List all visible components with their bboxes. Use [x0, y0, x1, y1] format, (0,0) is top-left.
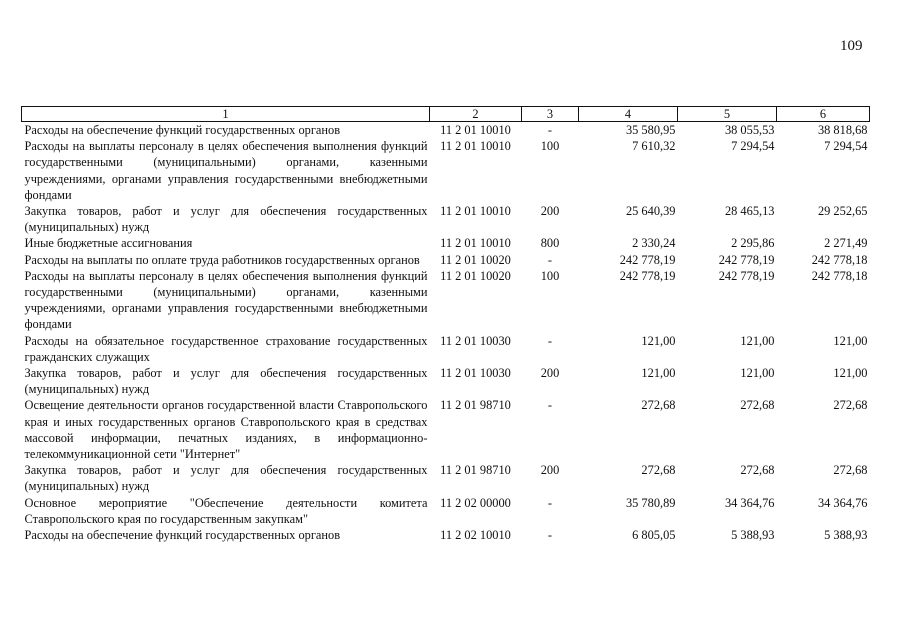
row-value-4: 242 778,19 — [619, 268, 676, 283]
row-value-5: 28 465,13 — [724, 204, 775, 219]
row-value-5: 7 294,54 — [731, 139, 775, 154]
row-code: 11 2 02 10010 — [440, 528, 511, 543]
row-code: 11 2 01 98710 — [440, 398, 511, 413]
header-row — [22, 107, 870, 122]
budget-table — [21, 106, 870, 543]
row-value-5: 242 778,19 — [718, 268, 775, 283]
row-code: 11 2 01 10030 — [440, 366, 511, 381]
row-value-6: 121,00 — [833, 366, 868, 381]
table-row — [22, 203, 870, 235]
row-value-6: 38 818,68 — [817, 123, 868, 137]
row-type: 200 — [540, 366, 560, 381]
header-col-3: 3 — [522, 107, 579, 122]
row-value-4: 272,68 — [641, 463, 676, 478]
header-col-4: 4 — [579, 107, 678, 122]
row-value-4: 7 610,32 — [632, 139, 676, 154]
row-value-4: 242 778,19 — [619, 252, 676, 267]
row-value-6: 2 271,49 — [824, 236, 868, 251]
row-value-4: 6 805,05 — [632, 528, 676, 543]
row-value-5: 272,68 — [740, 398, 775, 413]
row-value-6: 5 388,93 — [824, 528, 868, 543]
row-name: Иные бюджетные ассигнования — [24, 236, 193, 251]
table-row — [22, 252, 870, 268]
row-name: Расходы на выплаты персоналу в целях обеспечения выполнения функций государственными (муниципальными) органами, казенными учреждениями, органами управления государственными внебюджетными фондами — [24, 268, 428, 332]
row-value-5: 38 055,53 — [724, 123, 775, 137]
row-value-5: 121,00 — [740, 366, 775, 381]
table-row — [22, 138, 870, 203]
row-name: Расходы на выплаты персоналу в целях обеспечения выполнения функций государственными (муниципальными) органами, казенными учреждениями, органами управления государственными внебюджетными фондами — [24, 139, 428, 202]
row-type: - — [547, 495, 553, 510]
row-type: 100 — [540, 268, 560, 283]
header-col-6: 6 — [777, 107, 870, 122]
table-row — [22, 527, 870, 543]
row-value-6: 242 778,18 — [811, 252, 868, 267]
row-name: Расходы на обязательное государственное страхование государственных гражданских служащих — [24, 333, 428, 364]
header-col-2: 2 — [430, 107, 522, 122]
row-name: Расходы на обеспечение функций государственных органов — [24, 123, 341, 137]
row-code: 11 2 01 10030 — [440, 333, 511, 348]
header-col-1: 1 — [22, 107, 430, 122]
row-code: 11 2 01 10010 — [440, 123, 511, 137]
table-row — [22, 268, 870, 333]
row-code: 11 2 02 00000 — [440, 495, 511, 510]
row-value-5: 242 778,19 — [718, 252, 775, 267]
row-code: 11 2 01 10020 — [440, 252, 511, 267]
row-type: 200 — [540, 463, 560, 478]
row-value-4: 25 640,39 — [625, 204, 676, 219]
row-code: 11 2 01 10010 — [440, 236, 511, 251]
row-code: 11 2 01 10010 — [440, 204, 511, 219]
row-value-6: 7 294,54 — [824, 139, 868, 154]
row-value-4: 35 780,89 — [625, 495, 676, 510]
page-number: 109 — [840, 38, 863, 54]
row-value-5: 121,00 — [740, 333, 775, 348]
table-row — [22, 462, 870, 494]
row-type: 100 — [540, 139, 560, 154]
row-name: Закупка товаров, работ и услуг для обеспечения государственных (муниципальных) нужд — [24, 204, 428, 235]
row-value-4: 35 580,95 — [625, 123, 676, 137]
row-value-6: 34 364,76 — [817, 495, 868, 510]
row-code: 11 2 01 98710 — [440, 463, 511, 478]
row-code: 11 2 01 10020 — [440, 268, 511, 283]
row-type: - — [547, 333, 553, 348]
row-name: Основное мероприятие "Обеспечение деятельности комитета Ставропольского края по государственным закупкам" — [24, 495, 428, 526]
row-value-6: 29 252,65 — [817, 204, 868, 219]
table-row — [22, 365, 870, 397]
row-type: 200 — [540, 204, 560, 219]
row-type: 800 — [540, 236, 560, 251]
row-value-4: 272,68 — [641, 398, 676, 413]
table-row — [22, 495, 870, 527]
row-name: Закупка товаров, работ и услуг для обеспечения государственных (муниципальных) нужд — [24, 366, 428, 397]
row-value-5: 272,68 — [740, 463, 775, 478]
row-type: - — [547, 252, 553, 267]
row-value-6: 272,68 — [833, 398, 868, 413]
table-row — [22, 235, 870, 251]
row-value-6: 121,00 — [833, 333, 868, 348]
row-type: - — [547, 528, 553, 543]
row-type: - — [547, 398, 553, 413]
table-row — [22, 397, 870, 462]
row-name: Освещение деятельности органов государственной власти Ставропольского края и иных государственных органов Ставропольского края в средствах массовой информации, печатных изданиях, в информационно-телекоммуникационной сети "Интернет" — [24, 398, 428, 462]
row-value-6: 272,68 — [833, 463, 868, 478]
row-value-4: 121,00 — [641, 366, 676, 381]
row-name: Закупка товаров, работ и услуг для обеспечения государственных (муниципальных) нужд — [24, 463, 428, 494]
row-value-4: 2 330,24 — [632, 236, 676, 251]
row-value-5: 2 295,86 — [731, 236, 775, 251]
row-value-4: 121,00 — [641, 333, 676, 348]
header-col-5: 5 — [678, 107, 777, 122]
row-value-6: 242 778,18 — [811, 268, 868, 283]
table-row — [22, 333, 870, 365]
row-name: Расходы на выплаты по оплате труда работников государственных органов — [24, 252, 420, 267]
table-row — [22, 122, 870, 139]
row-type: - — [547, 123, 553, 137]
row-name: Расходы на обеспечение функций государственных органов — [24, 528, 341, 543]
row-value-5: 34 364,76 — [724, 495, 775, 510]
row-code: 11 2 01 10010 — [440, 139, 511, 154]
row-value-5: 5 388,93 — [731, 528, 775, 543]
